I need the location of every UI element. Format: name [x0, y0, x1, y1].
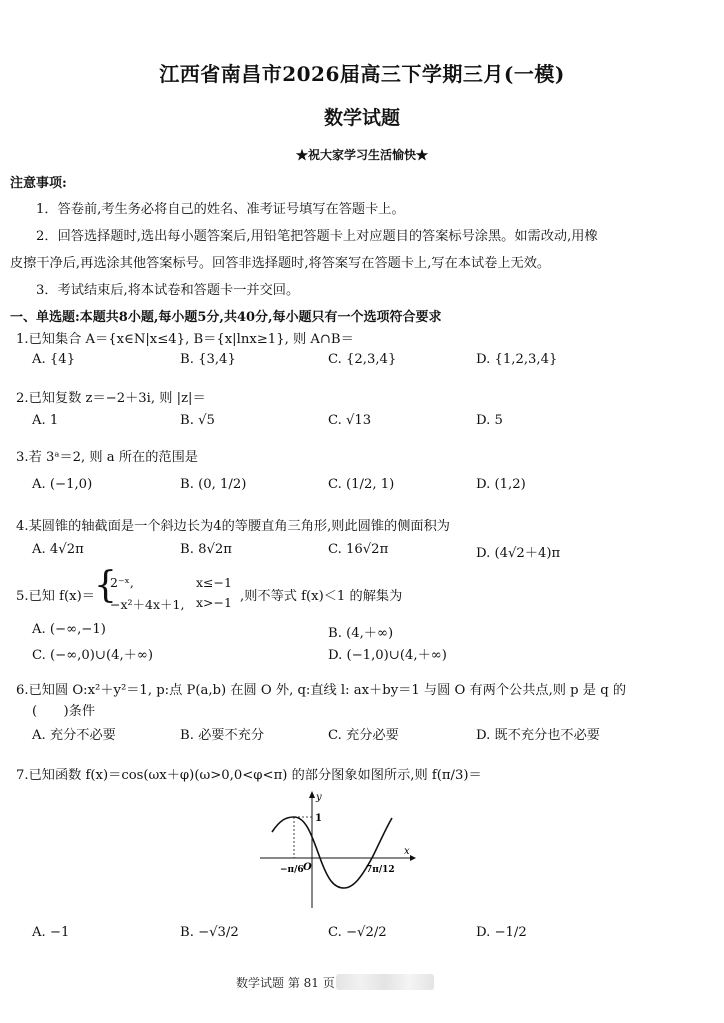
option-c: C. {2,3,4} — [328, 352, 397, 367]
wish-line: ★祝大家学习生活愉快★ — [295, 148, 428, 162]
option-a: A. 4√2π — [32, 542, 84, 557]
option-a: A. 1 — [32, 413, 59, 428]
option-d: D. (1,2) — [476, 477, 526, 492]
blurred-watermark — [336, 974, 434, 990]
option-a: A. (−∞,−1) — [32, 622, 106, 637]
option-d: D. (4√2＋4)π — [476, 546, 561, 561]
section-heading: 一、单选题:本题共8小题,每小题5分,共40分,每小题只有一个选项符合要求 — [10, 310, 442, 325]
notice-item: 皮擦干净后,再选涂其他答案标号。回答非选择题时,将答案写在答题卡上,写在本试卷上无效。 — [10, 256, 551, 271]
option-c: C. √13 — [328, 413, 372, 428]
function-graph — [258, 788, 418, 912]
option-a: A. −1 — [32, 925, 70, 940]
question-6-stem: 6.已知圆 O:x²＋y²＝1, p:点 P(a,b) 在圆 O 外, q:直线 l: ax＋by＝1 与圆 O 有两个公共点,则 p 是 q 的 — [16, 683, 627, 698]
option-d: D. 5 — [476, 413, 503, 428]
one-label: 1 — [315, 813, 322, 824]
case-1-expr: 2⁻ˣ, — [110, 575, 134, 590]
question-3-stem: 3.若 3ᵃ＝2, 则 a 所在的范围是 — [16, 450, 198, 465]
left-tick-label: −π/6 — [280, 865, 304, 875]
option-b: B. √5 — [180, 413, 215, 428]
option-d: D. {1,2,3,4} — [476, 352, 558, 367]
option-c: C. 充分必要 — [328, 728, 399, 743]
option-b: B. (4,＋∞) — [328, 626, 394, 641]
y-axis-label: y — [316, 792, 322, 803]
right-tick-label: 7π/12 — [366, 865, 395, 875]
case-1-condition: x≤−1 — [196, 575, 232, 590]
page-subtitle: 数学试题 — [323, 107, 400, 129]
option-c: C. (−∞,0)∪(4,＋∞) — [32, 648, 154, 663]
option-d: D. −1/2 — [476, 925, 527, 940]
brace-glyph: { — [94, 565, 117, 606]
option-c: C. (1/2, 1) — [328, 477, 395, 492]
case-2-expr: −x²＋4x＋1, — [110, 597, 185, 612]
option-b: B. 8√2π — [180, 542, 232, 557]
option-a: A. 充分不必要 — [32, 728, 116, 743]
page-title: 江西省南昌市2026届高三下学期三月(一模) — [159, 62, 565, 86]
question-5-stem-suffix: ,则不等式 f(x)＜1 的解集为 — [240, 589, 403, 604]
option-d: D. (−1,0)∪(4,＋∞) — [328, 648, 447, 663]
notice-heading: 注意事项: — [10, 176, 67, 191]
case-2-condition: x>−1 — [196, 595, 232, 610]
option-b: B. −√3/2 — [180, 925, 239, 940]
option-a: A. (−1,0) — [32, 477, 93, 492]
x-axis-label: x — [404, 846, 410, 857]
option-a: A. {4} — [32, 352, 76, 367]
notice-item: 1．答卷前,考生务必将自己的姓名、准考证号填写在答题卡上。 — [36, 202, 405, 217]
option-c: C. 16√2π — [328, 542, 389, 557]
option-b: B. 必要不充分 — [180, 728, 265, 743]
option-d: D. 既不充分也不必要 — [476, 728, 600, 743]
option-b: B. {3,4} — [180, 352, 236, 367]
notice-item: 3．考试结束后,将本试卷和答题卡一并交回。 — [36, 283, 300, 298]
page-footer: 数学试题 第 81 页 — [236, 976, 335, 990]
question-2-stem: 2.已知复数 z＝−2＋3i, 则 |z|＝ — [16, 391, 206, 406]
origin-label: O — [303, 862, 312, 873]
question-4-stem: 4.某圆锥的轴截面是一个斜边长为4的等腰直角三角形,则此圆锥的侧面积为 — [16, 519, 450, 534]
option-c: C. −√2/2 — [328, 925, 387, 940]
notice-item: 2．回答选择题时,选出每小题答案后,用铅笔把答题卡上对应题目的答案标号涂黑。如需改动,用橡 — [36, 229, 598, 244]
question-7-stem: 7.已知函数 f(x)＝cos(ωx＋φ)(ω>0,0<φ<π) 的部分图象如图所示,则 f(π/3)＝ — [16, 768, 482, 783]
question-5-stem-prefix: 5.已知 f(x)＝ — [16, 589, 95, 604]
question-6-stem-line2: ( )条件 — [32, 704, 96, 719]
question-1-stem: 1.已知集合 A＝{x∈N|x≤4}, B＝{x|lnx≥1}, 则 A∩B＝ — [16, 332, 354, 347]
option-b: B. (0, 1/2) — [180, 477, 247, 492]
